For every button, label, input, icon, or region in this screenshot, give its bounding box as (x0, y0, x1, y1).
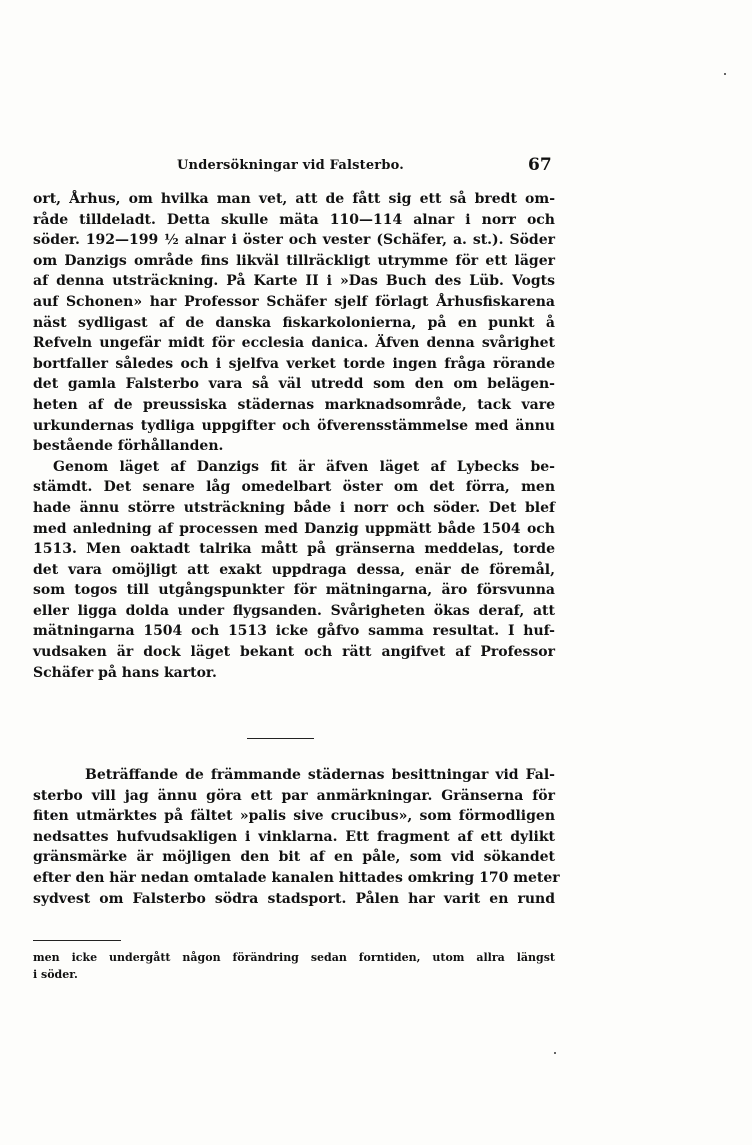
text-line: fiten utmärktes på fältet »palis sive crucibus», som förmodligen (33, 808, 555, 825)
text-line: sydvest om Falsterbo södra stadsport. Pålen har varit en rund (33, 890, 555, 907)
text-line: hade ännu större utsträckning både i norr och söder. Det blef (33, 499, 555, 516)
text-line: mätningarna 1504 och 1513 icke gåfvo samma resultat. I huf- (33, 623, 555, 640)
footnote-divider (33, 940, 121, 941)
text-line: näst sydligast af de danska fiskarkolonierna, på en punkt å (33, 314, 555, 331)
running-header-title: Undersökningar vid Falsterbo. (177, 158, 405, 173)
text-line: bortfaller således och i sjelfva verket torde ingen fråga rörande (33, 355, 555, 372)
text-line: bestående förhållanden. (33, 438, 224, 455)
text-line: Genom läget af Danzigs fit är äfven läget af Lybecks be- (53, 458, 555, 475)
text-line: gränsmärke är möjligen den bit af en påle, som vid sökandet (33, 849, 555, 866)
text-line: det vara omöjligt att exakt uppdraga dessa, enär de föremål, (33, 561, 555, 578)
text-line: urkundernas tydliga uppgifter och öfverensstämmelse med ännu (33, 417, 555, 434)
text-line: heten af de preussiska städernas marknadsområde, tack vare (33, 396, 555, 413)
text-line: som togos till utgångspunkter för mätningarna, äro försvunna (33, 582, 555, 599)
text-line: med anledning af processen med Danzig uppmätt både 1504 och (33, 520, 555, 537)
text-line: 1513. Men oaktadt talrika mått på gränserna meddelas, torde (33, 541, 555, 558)
main-text (33, 189, 555, 683)
text-line: nedsattes hufvudsakligen i vinklarna. Ett fragment af ett dylikt (33, 828, 555, 845)
footnote-line: men icke undergått någon förändring sedan forntiden, utom allra längst (33, 951, 555, 964)
text-line: Beträffande de främmande städernas besittningar vid Fal- (85, 767, 555, 783)
text-line: om Danzigs område fins likväl tillräckligt utrymme för ett läger (33, 252, 555, 269)
section-text (33, 765, 560, 909)
text-line: stämdt. Det senare låg omedelbart öster om det förra, men (33, 479, 555, 496)
text-line: af denna utsträckning. På Karte II i »Das Buch des Lüb. Vogts (33, 273, 555, 290)
text-line: vudsaken är dock läget bekant och rätt angifvet af Professor (33, 644, 555, 661)
text-line: det gamla Falsterbo vara så väl utredd som den om belägen- (33, 376, 555, 393)
text-line: ort, Århus, om hvilka man vet, att de fått sig ett så bredt om- (33, 191, 555, 207)
text-line: sterbo vill jag ännu göra ett par anmärkningar. Gränserna för (33, 787, 555, 804)
text-line: efter den här nedan omtalade kanalen hittades omkring 170 meter (33, 869, 560, 886)
page-number: 67 (528, 155, 552, 175)
footnote-line: i söder. (33, 968, 78, 981)
text-line: eller ligga dolda under flygsanden. Svårigheten ökas deraf, att (33, 602, 555, 619)
text-line: Schäfer på hans kartor. (33, 664, 217, 681)
text-line: råde tilldeladt. Detta skulle mäta 110—114 alnar i norr och (33, 211, 555, 228)
text-line: Refveln ungefär midt för ecclesia danica. Äfven denna svårighet (33, 335, 555, 352)
section-divider (247, 738, 314, 739)
paper-speck (554, 1052, 556, 1054)
paper-speck (724, 73, 726, 75)
text-line: söder. 192—199 ½ alnar i öster och vester (Schäfer, a. st.). Söder (33, 232, 555, 249)
text-line: auf Schonen» har Professor Schäfer sjelf förlagt Århusfiskarena (33, 293, 555, 310)
footnote (33, 949, 555, 983)
